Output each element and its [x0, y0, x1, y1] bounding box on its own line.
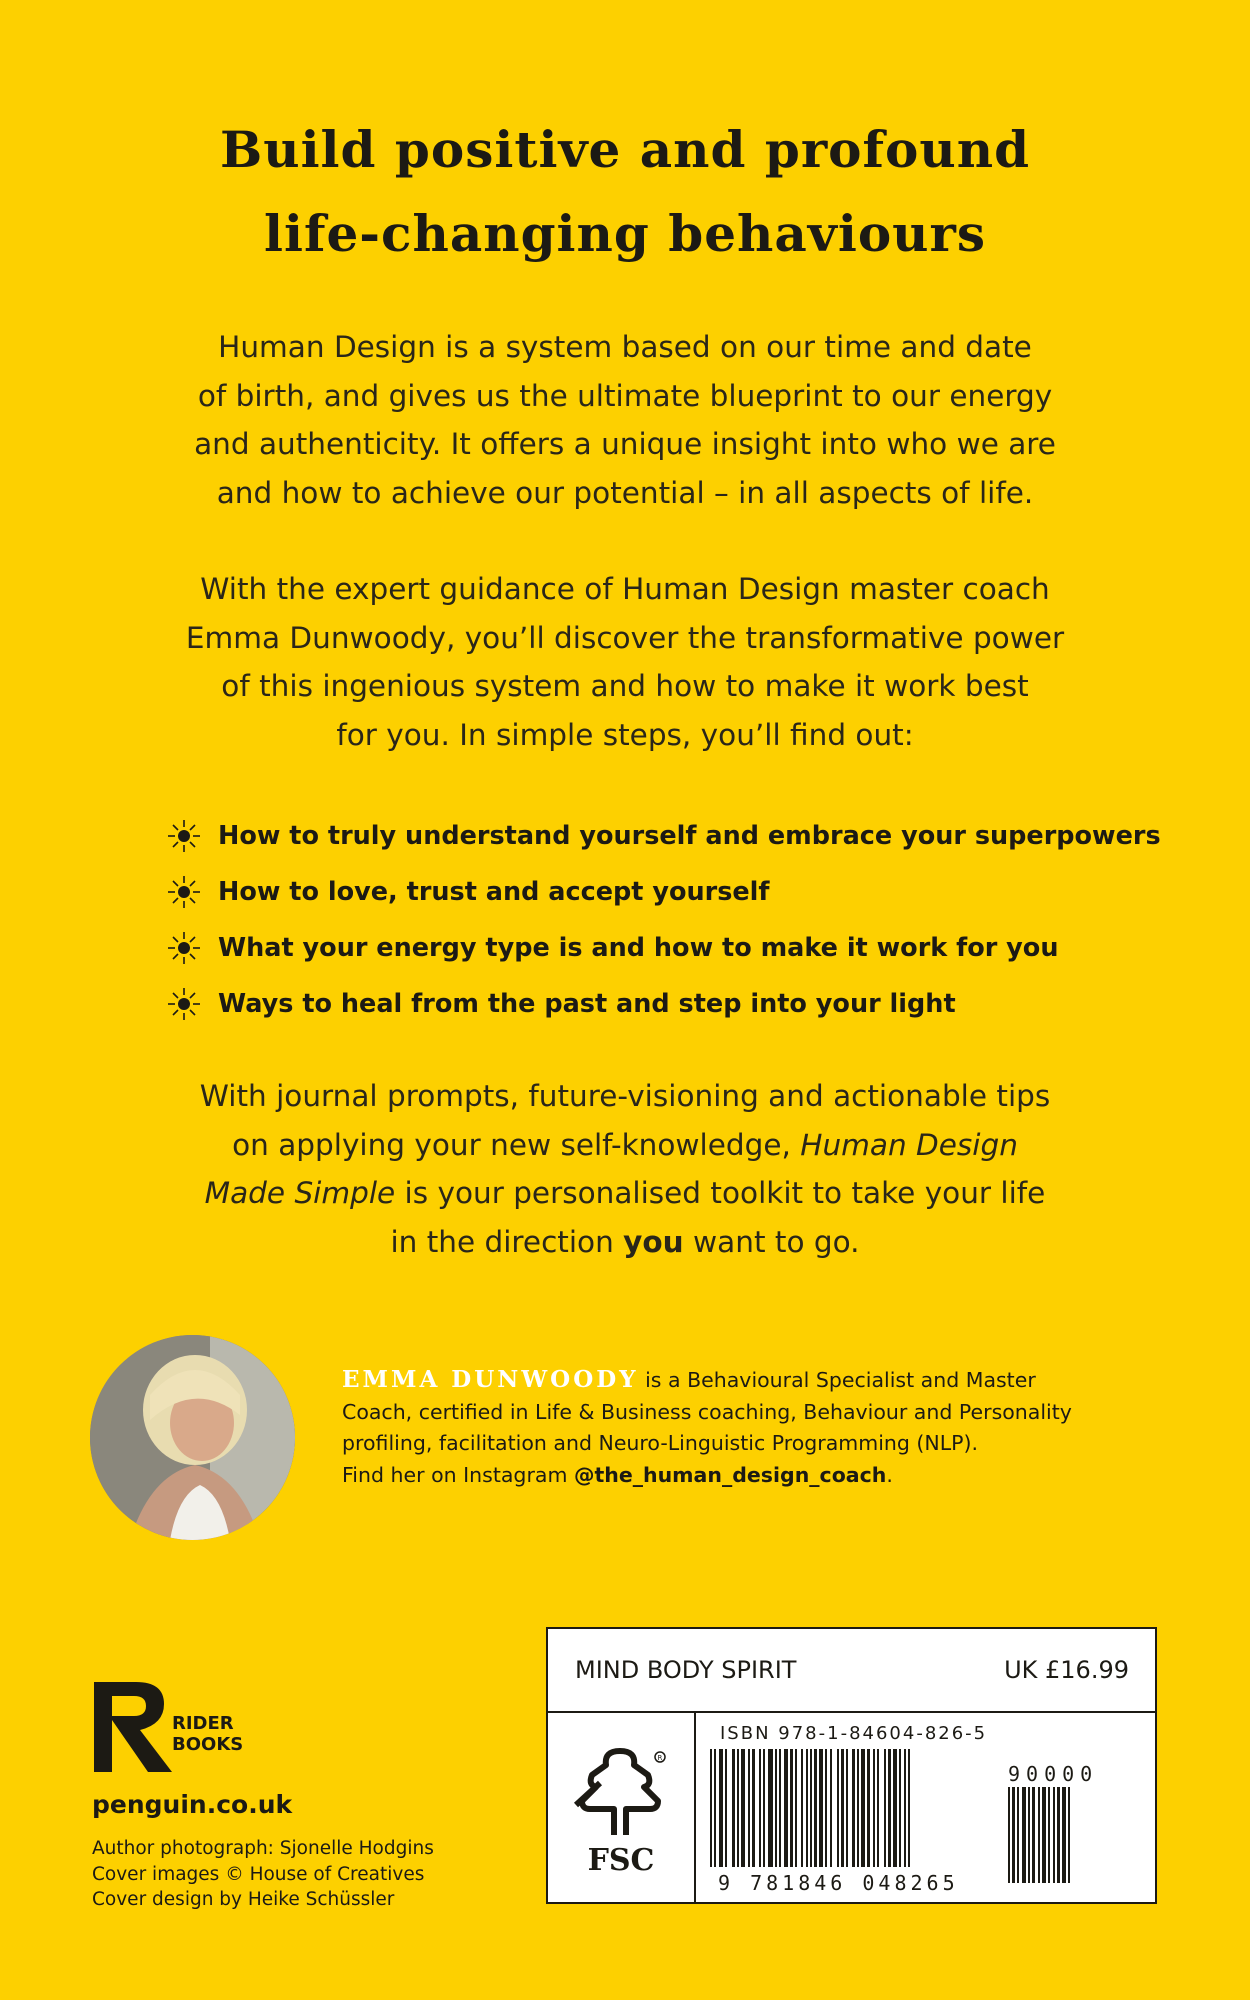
barcode-bar [748, 1749, 750, 1867]
credit-line: Cover images © House of Creatives [92, 1863, 425, 1885]
bio-line: profiling, facilitation and Neuro-Linguistic Programming (NLP). [342, 1431, 979, 1455]
barcode-bar [1042, 1787, 1046, 1883]
sun-bullet-icon [164, 816, 204, 856]
bio-text: is a Behavioural Specialist and Master [638, 1368, 1036, 1392]
barcode-bar [867, 1749, 870, 1867]
barcode-bar [1028, 1787, 1030, 1883]
intro-paragraph [0, 323, 1250, 517]
bio-text: Find her on Instagram [342, 1462, 574, 1487]
barcode-bar [779, 1749, 781, 1867]
cover-credits [92, 1836, 434, 1913]
barcode-bar [1053, 1787, 1055, 1883]
barcode-bar [852, 1749, 855, 1867]
barcode-bar [908, 1749, 910, 1867]
barcode-bar [888, 1749, 891, 1867]
sun-bullet-icon [164, 984, 204, 1024]
barcode-bar [810, 1749, 812, 1867]
author-photo [90, 1335, 295, 1540]
list-item [164, 920, 1161, 976]
closing-text: is your personalised toolkit to take your life [395, 1176, 1046, 1210]
barcode-bar [857, 1749, 859, 1867]
intro-line: and how to achieve our potential – in all aspects of life. [216, 475, 1034, 510]
barcode-bar [814, 1749, 817, 1867]
guidance-paragraph [0, 565, 1250, 759]
barcode-bar [719, 1749, 723, 1867]
publisher-logo-text [172, 1713, 243, 1755]
barcode-digits: 9 781846 048265 [718, 1871, 959, 1895]
closing-line: With journal prompts, future-visioning and actionable tips [199, 1079, 1051, 1113]
barcode-bar [1032, 1787, 1035, 1883]
guidance-line: Emma Dunwoody, you’ll discover the transformative power [185, 620, 1065, 655]
barcode-bar [775, 1749, 777, 1867]
barcode-bar [801, 1749, 803, 1867]
credit-line: Cover design by Heike Schüssler [92, 1889, 395, 1910]
headline-line-1: Build positive and profound [219, 120, 1031, 179]
guidance-line: of this ingenious system and how to make it work best [221, 669, 1029, 703]
instagram-handle: @the_human_design_coach [573, 1462, 887, 1487]
barcode-bar [790, 1749, 793, 1867]
sun-bullet-icon [164, 928, 204, 968]
price-code: 90000 [1008, 1762, 1099, 1786]
sun-bullet-icon [164, 872, 204, 912]
barcode-bar [784, 1749, 788, 1867]
barcode-bar [763, 1749, 765, 1867]
ean-barcode [706, 1749, 996, 1874]
author-name: EMMA DUNWOODY [342, 1366, 639, 1393]
closing-text: want to go. [683, 1224, 860, 1259]
book-price: UK £16.99 [1004, 1656, 1129, 1684]
closing-line [0, 1121, 1250, 1170]
closing-text: on applying your new self-knowledge, [232, 1127, 801, 1162]
barcode-bar [725, 1749, 727, 1867]
barcode-panel [546, 1627, 1157, 1904]
bio-line: Coach, certified in Life & Business coaching, Behaviour and Personality [342, 1399, 1072, 1424]
barcode-bar [904, 1749, 906, 1867]
book-title-italic: Human Design [800, 1127, 1018, 1162]
barcode-bar [830, 1749, 832, 1867]
barcode-bar [877, 1749, 879, 1867]
fsc-label: FSC [587, 1843, 655, 1878]
barcode-bar [873, 1749, 875, 1867]
barcode-bar [1008, 1787, 1010, 1883]
barcode-bar [752, 1749, 755, 1867]
list-item-text: How to truly understand yourself and embrace your superpowers [218, 821, 1161, 851]
barcode-bar [1068, 1787, 1070, 1883]
barcode-bar [737, 1749, 739, 1867]
closing-text: in the direction [390, 1224, 624, 1259]
author-bio [342, 1364, 1142, 1491]
barcode-bar [1017, 1787, 1019, 1883]
barcode-bar [1057, 1787, 1060, 1883]
guidance-line: for you. In simple steps, you’ll find out: [336, 717, 914, 752]
barcode-bar [806, 1749, 808, 1867]
isbn: ISBN 978-1-84604-826-5 [720, 1723, 988, 1744]
emphasis-you: you [623, 1224, 684, 1259]
barcode-bar [795, 1749, 797, 1867]
closing-line [0, 1169, 1250, 1218]
logo-word: RIDER [172, 1713, 234, 1734]
logo-word: BOOKS [172, 1734, 244, 1755]
headline-line-2: life-changing behaviours [263, 204, 987, 263]
barcode-bar [1048, 1787, 1050, 1883]
barcode-bar [825, 1749, 827, 1867]
barcode-panel-header [548, 1629, 1155, 1713]
publisher-website: penguin.co.uk [92, 1790, 293, 1819]
list-item [164, 864, 1161, 920]
barcode-bar [732, 1749, 735, 1867]
barcode-bar [1022, 1787, 1026, 1883]
barcode-bar [768, 1749, 773, 1867]
author-portrait-image [90, 1335, 295, 1540]
closing-paragraph [0, 1072, 1250, 1266]
barcode-bar [899, 1749, 901, 1867]
barcode-bar [893, 1749, 897, 1867]
fsc-certification [548, 1713, 696, 1902]
barcode-bar [1062, 1787, 1066, 1883]
svg-text:R: R [657, 1754, 663, 1762]
credit-line: Author photograph: Sjonelle Hodgins [92, 1838, 434, 1859]
list-item [164, 976, 1161, 1032]
bio-line [342, 1460, 1142, 1492]
barcode-bar [710, 1749, 712, 1867]
guidance-line: With the expert guidance of Human Design master coach [200, 572, 1050, 606]
list-item-text: How to love, trust and accept yourself [218, 877, 770, 907]
barcode-bar [861, 1749, 865, 1867]
barcode-bar [1038, 1787, 1040, 1883]
barcode-bar [759, 1749, 761, 1867]
list-item [164, 808, 1161, 864]
barcode-bar [884, 1749, 886, 1867]
list-item-text: Ways to heal from the past and step into your light [218, 989, 956, 1019]
benefit-list [164, 808, 1161, 1032]
headline [0, 108, 1250, 276]
barcode-bar [841, 1749, 844, 1867]
fsc-tree-icon [570, 1747, 672, 1837]
barcode-bar [846, 1749, 848, 1867]
closing-line [0, 1218, 1250, 1267]
barcode-bar [819, 1749, 823, 1867]
book-title-italic: Made Simple [204, 1176, 396, 1210]
barcode-bar [741, 1749, 745, 1867]
intro-line: Human Design is a system based on our time and date [218, 330, 1032, 364]
barcode-bar [837, 1749, 839, 1867]
bio-line [342, 1364, 1142, 1397]
intro-line: and authenticity. It offers a unique insight into who we are [194, 427, 1056, 461]
intro-line: of birth, and gives us the ultimate blueprint to our energy [197, 378, 1053, 413]
bio-text: . [886, 1462, 893, 1487]
book-category: MIND BODY SPIRIT [575, 1656, 797, 1684]
list-item-text: What your energy type is and how to make it work for you [218, 933, 1059, 963]
addon-barcode [1004, 1787, 1124, 1887]
barcode-bar [714, 1749, 716, 1867]
barcode-bar [1012, 1787, 1015, 1883]
